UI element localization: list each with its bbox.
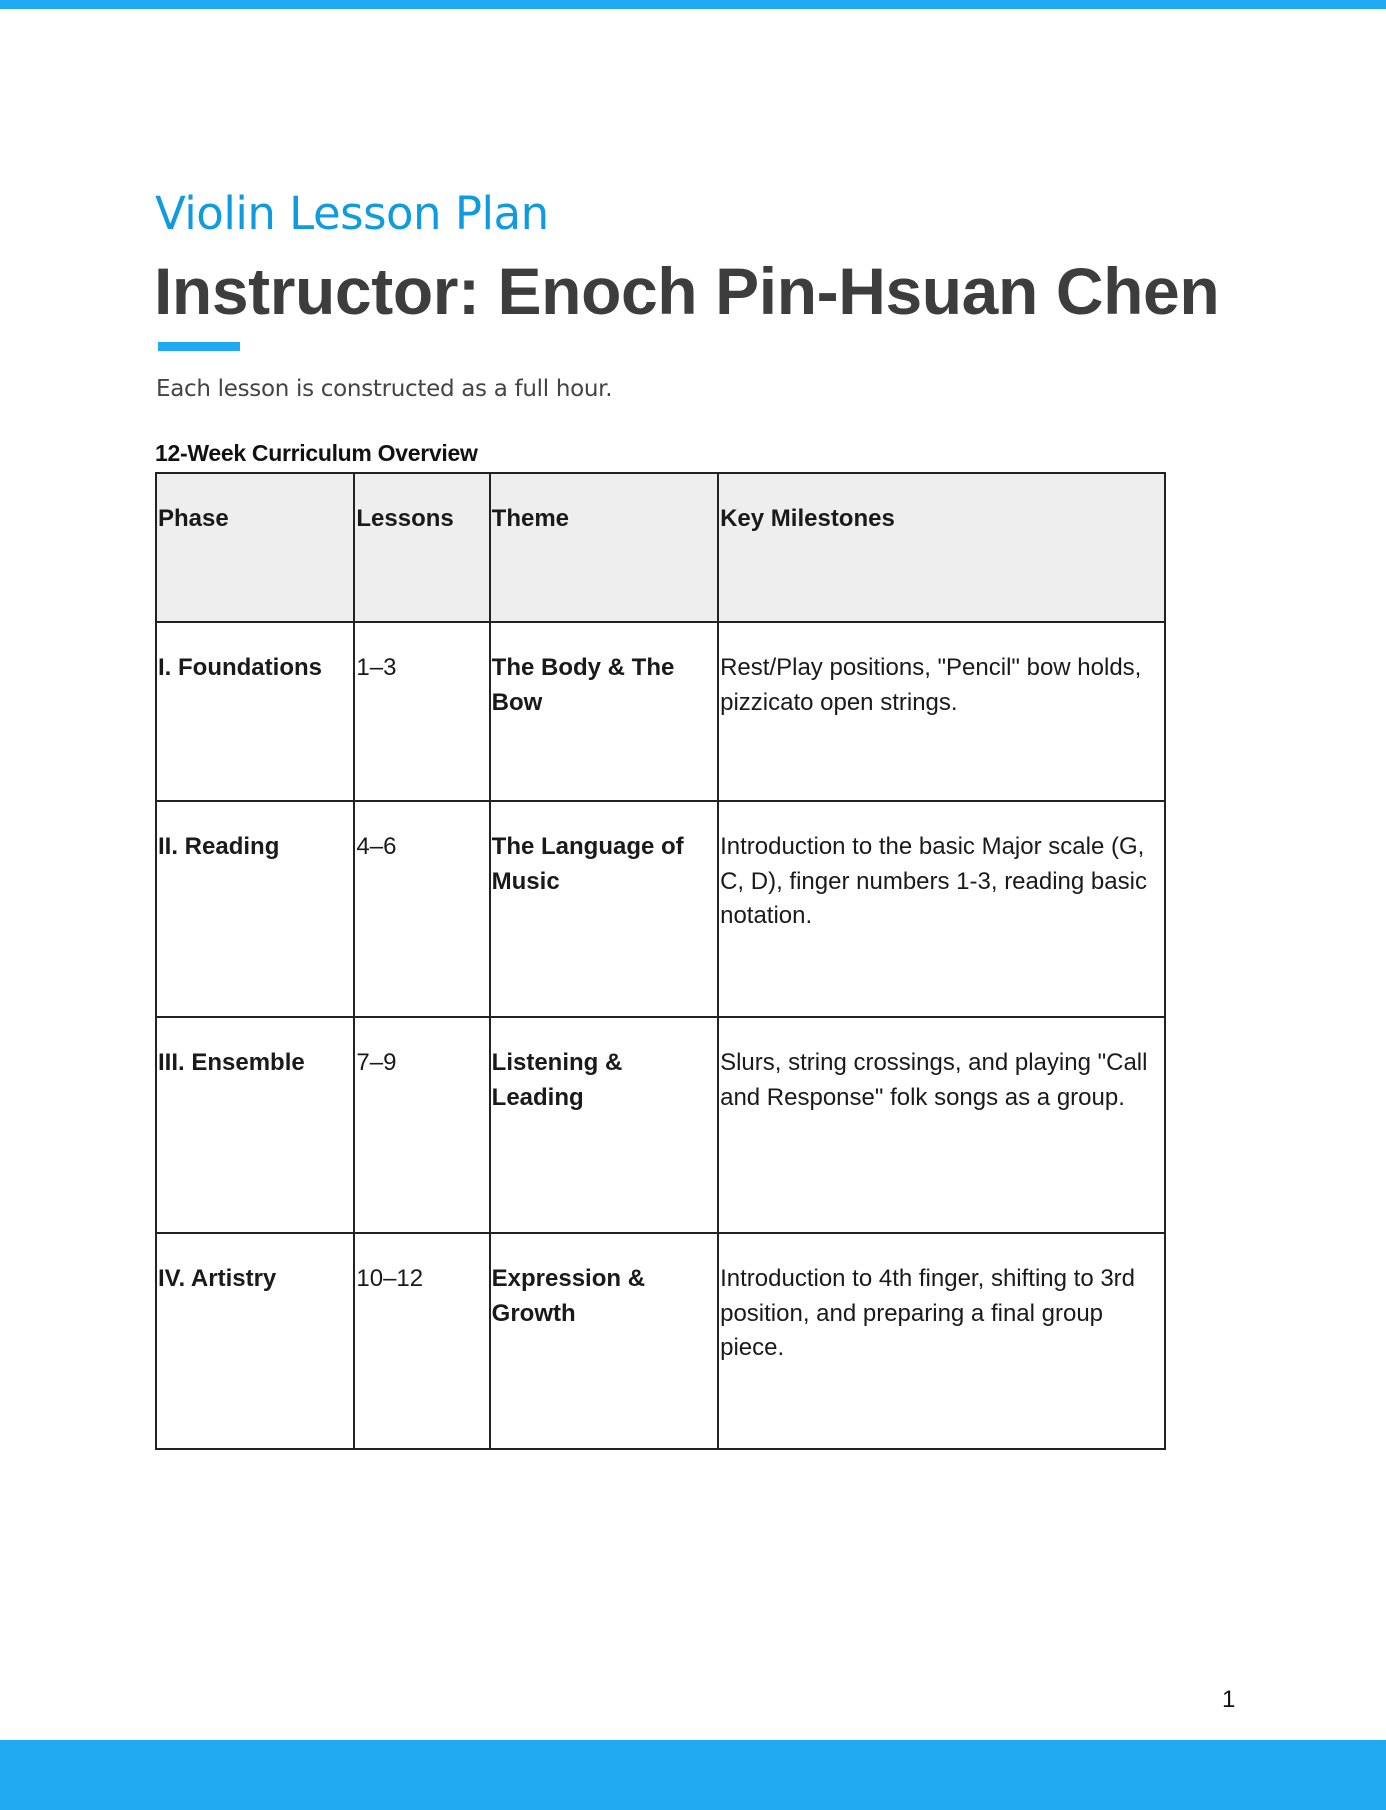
cell-theme: Listening & Leading: [490, 1017, 718, 1233]
cell-lessons: 4–6: [354, 801, 489, 1017]
cell-theme: The Body & The Bow: [490, 622, 718, 801]
top-accent-bar: [0, 0, 1386, 9]
table-row: [156, 801, 1165, 1017]
cell-theme: The Language of Music: [490, 801, 718, 1017]
header-theme: Theme: [490, 473, 718, 622]
page-number: 1: [1222, 1686, 1236, 1713]
header-phase: Phase: [156, 473, 354, 622]
cell-phase: III. Ensemble: [156, 1017, 354, 1233]
cell-lessons: 7–9: [354, 1017, 489, 1233]
cell-milestones: Introduction to the basic Major scale (G, C, D), finger numbers 1-3, reading basic notation.: [718, 801, 1165, 1017]
table-header-row: [156, 473, 1165, 622]
cell-phase: IV. Artistry: [156, 1233, 354, 1449]
document-title: Instructor: Enoch Pin-Hsuan Chen: [154, 254, 1220, 328]
cell-milestones: Slurs, string crossings, and playing "Call and Response" folk songs as a group.: [718, 1017, 1165, 1233]
document-subtitle: Each lesson is constructed as a full hour.: [156, 376, 613, 402]
header-key-milestones: Key Milestones: [718, 473, 1165, 622]
cell-milestones: Introduction to 4th finger, shifting to 3rd position, and preparing a final group piece.: [718, 1233, 1165, 1449]
cell-phase: II. Reading: [156, 801, 354, 1017]
cell-lessons: 1–3: [354, 622, 489, 801]
section-heading: 12-Week Curriculum Overview: [155, 440, 478, 466]
cell-theme: Expression & Growth: [490, 1233, 718, 1449]
table-row: [156, 622, 1165, 801]
curriculum-table: [155, 472, 1166, 1450]
cell-phase: I. Foundations: [156, 622, 354, 801]
document-kicker: Violin Lesson Plan: [155, 187, 549, 240]
title-accent-rule: [158, 342, 240, 351]
cell-lessons: 10–12: [354, 1233, 489, 1449]
table-row: [156, 1233, 1165, 1449]
bottom-accent-bar: [0, 1740, 1386, 1810]
header-lessons: Lessons: [354, 473, 489, 622]
table-row: [156, 1017, 1165, 1233]
cell-milestones: Rest/Play positions, "Pencil" bow holds, pizzicato open strings.: [718, 622, 1165, 801]
